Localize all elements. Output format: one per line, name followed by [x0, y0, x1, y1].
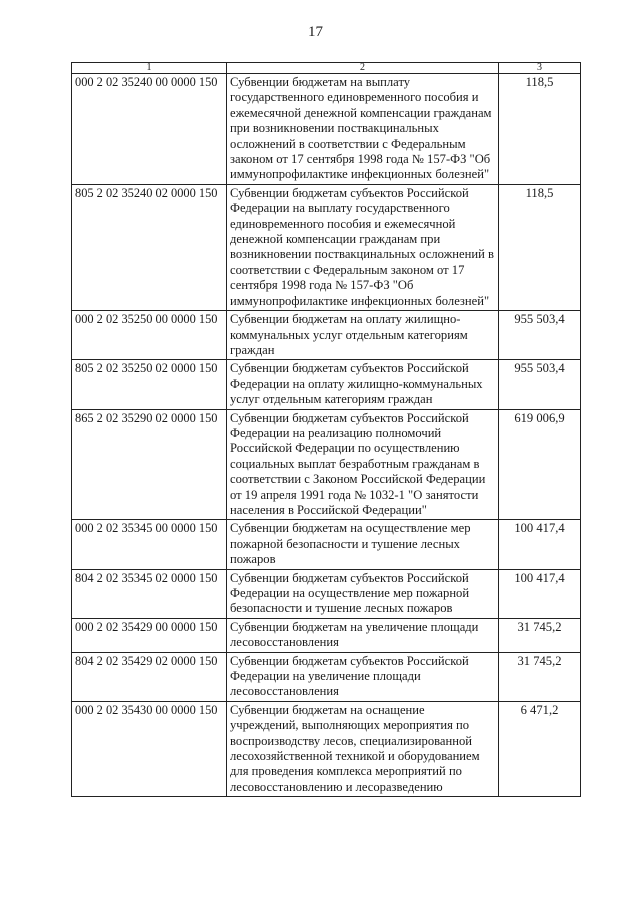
budget-code-cell: 000 2 02 35430 00 0000 150 [72, 701, 227, 796]
amount-cell: 31 745,2 [499, 618, 581, 652]
budget-code-cell: 000 2 02 35250 00 0000 150 [72, 311, 227, 360]
table-row [72, 74, 581, 185]
page-number: 17 [308, 24, 323, 40]
table-row [72, 652, 581, 701]
budget-code-cell: 000 2 02 35429 00 0000 150 [72, 618, 227, 652]
budget-code-cell: 000 2 02 35240 00 0000 150 [72, 74, 227, 185]
description-cell: Субвенции бюджетам на осуществление мер пожарной безопасности и тушение лесных пожаров [227, 520, 499, 569]
amount-cell: 31 745,2 [499, 652, 581, 701]
table-row [72, 311, 581, 360]
amount-cell: 118,5 [499, 184, 581, 310]
table-row [72, 618, 581, 652]
budget-code-cell: 000 2 02 35345 00 0000 150 [72, 520, 227, 569]
amount-cell: 6 471,2 [499, 701, 581, 796]
budget-code-cell: 804 2 02 35345 02 0000 150 [72, 569, 227, 618]
table-row [72, 409, 581, 520]
description-cell: Субвенции бюджетам субъектов Российской Федерации на оплату жилищно-коммунальных услуг отдельным категориям граждан [227, 360, 499, 409]
description-cell: Субвенции бюджетам на увеличение площади лесовосстановления [227, 618, 499, 652]
budget-code-cell: 804 2 02 35429 02 0000 150 [72, 652, 227, 701]
budget-code-cell: 805 2 02 35240 02 0000 150 [72, 184, 227, 310]
budget-code-cell: 805 2 02 35250 02 0000 150 [72, 360, 227, 409]
amount-cell: 955 503,4 [499, 311, 581, 360]
description-cell: Субвенции бюджетам субъектов Российской Федерации на выплату государственного единовременного пособия и ежемесячной денежной компенсации гражданам при возникновении поствакцинальных осложнений в соответствии с Федеральным законом от 17 сентября 1998 года № 157-ФЗ "Об иммунопрофилактике инфекционных болезней" [227, 184, 499, 310]
description-cell: Субвенции бюджетам на выплату государственного единовременного пособия и ежемесячной денежной компенсации гражданам при возникновении поствакцинальных осложнений в соответствии с Федеральным законом от 17 сентября 1998 года № 157-ФЗ "Об иммунопрофилактике инфекционных болезней" [227, 74, 499, 185]
budget-code-cell: 865 2 02 35290 02 0000 150 [72, 409, 227, 520]
description-cell: Субвенции бюджетам на оплату жилищно-коммунальных услуг отдельным категориям граждан [227, 311, 499, 360]
table-row [72, 184, 581, 310]
amount-cell: 118,5 [499, 74, 581, 185]
table-row [72, 360, 581, 409]
table-row [72, 701, 581, 796]
table-row [72, 569, 581, 618]
amount-cell: 955 503,4 [499, 360, 581, 409]
column-header-amount: 3 [499, 63, 581, 74]
amount-cell: 619 006,9 [499, 409, 581, 520]
description-cell: Субвенции бюджетам субъектов Российской Федерации на осуществление мер пожарной безопасности и тушение лесных пожаров [227, 569, 499, 618]
column-header-code: 1 [72, 63, 227, 74]
amount-cell: 100 417,4 [499, 569, 581, 618]
description-cell: Субвенции бюджетам субъектов Российской Федерации на реализацию полномочий Российской Федерации по осуществлению социальных выплат безработным гражданам в соответствии с Законом Российской Федерации от 19 апреля 1991 года № 1032-1 "О занятости населения в Российской Федерации" [227, 409, 499, 520]
description-cell: Субвенции бюджетам субъектов Российской Федерации на увеличение площади лесовосстановления [227, 652, 499, 701]
table-row [72, 520, 581, 569]
table-header-row [72, 63, 581, 74]
column-header-description: 2 [227, 63, 499, 74]
amount-cell: 100 417,4 [499, 520, 581, 569]
budget-table [71, 62, 581, 797]
description-cell: Субвенции бюджетам на оснащение учреждений, выполняющих мероприятия по воспроизводству лесов, специализированной лесохозяйственной техникой и оборудованием для проведения комплекса мероприятий по лесовосстановлению и лесоразведению [227, 701, 499, 796]
